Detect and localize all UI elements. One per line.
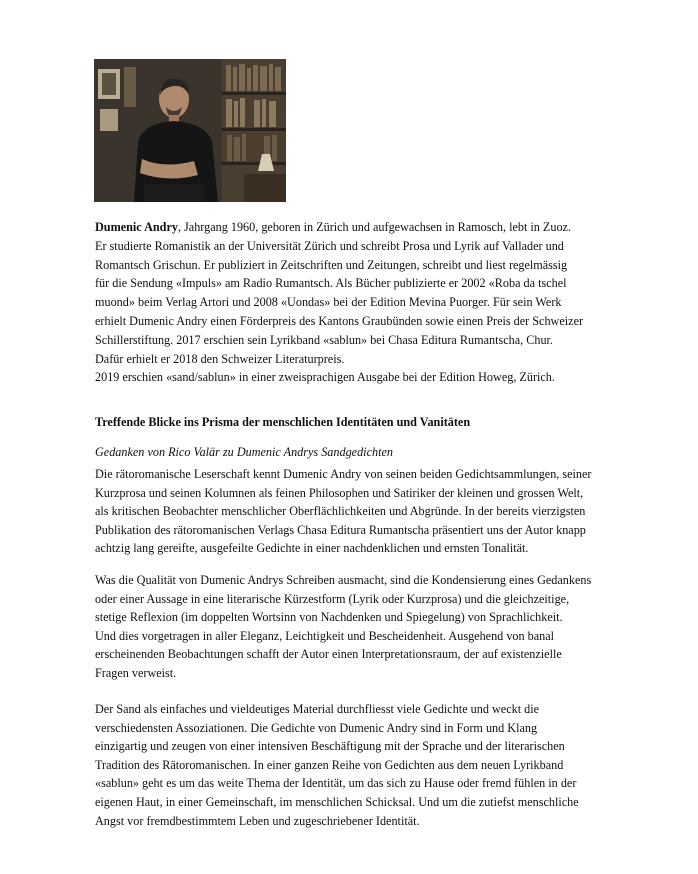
bio-line: Er studierte Romanistik an der Universität Zürich und schreibt Prosa und Lyrik auf Vallader und: [95, 238, 564, 253]
paragraph-line: verschiedensten Assoziationen. Die Gedichte von Dumenic Andry sind in Form und Klang: [95, 720, 538, 735]
bio-line: Schillerstiftung. 2017 erschien sein Lyrikband «sablun» bei Chasa Editura Rumantscha, Chur.: [95, 332, 553, 347]
bio-line-rest: , Jahrgang 1960, geboren in Zürich und aufgewachsen in Ramosch, lebt in Zuoz.: [177, 220, 572, 234]
author-name: Dumenic Andry: [95, 220, 178, 234]
paragraph-line: achtzig lang gereifte, ausgefeilte Gedichte in einer nachdenklichen und ernsten Tonalität.: [95, 541, 529, 556]
bio-line: erhielt Dumenic Andry einen Förderpreis des Kantons Graubünden sowie einen Preis der Schweizer: [95, 313, 584, 328]
paragraph: [95, 700, 640, 830]
bio-line: Dafür erhielt er 2018 den Schweizer Literaturpreis.: [95, 351, 345, 366]
paragraph-line: Kurzprosa und seinen Kolumnen als feinen Philosophen und Satiriker der kleinen und grossen Welt,: [95, 485, 584, 500]
paragraph: [95, 465, 640, 558]
paragraph-line: stetige Reflexion (im doppelten Wortsinn von Nachdenken und Spiegelung) von Sprachlichkeit.: [95, 610, 563, 625]
paragraph-line: Publikation des rätoromanischen Verlags Chasa Editura Rumantscha präsentiert uns der Autor knapp: [95, 522, 586, 537]
paragraph-line: Was die Qualität von Dumenic Andrys Schreiben ausmacht, sind die Kondensierung eines Gedankens: [95, 573, 592, 587]
paragraph-line: als kritischen Beobachter menschlicher Oberflächlichkeiten und Abgründe. In der bereits vierzigsten: [95, 504, 586, 519]
bio-line: für die Sendung «Impuls» am Radio Rumantsch. Als Bücher publizierte er 2002 «Roba da tschel: [95, 276, 567, 291]
article-subheading: Gedanken von Rico Valär zu Dumenic Andrys Sandgedichten: [95, 445, 393, 459]
paragraph-line: oder einer Aussage in eine literarische Kürzestform (Lyrik oder Kurzprosa) und die gleichzeitige,: [95, 591, 570, 606]
paragraph-line: «sablun» geht es um das weite Thema der Identität, um das sich zu Hause oder fremd fühlen in der: [95, 776, 577, 791]
bio-line: Romantsch Grischun. Er publiziert in Zeitschriften und Zeitungen, schreibt und liest regelmässig: [95, 257, 568, 272]
paragraph: [95, 571, 640, 683]
paragraph-line: Der Sand als einfaches und vieldeutiges Material durchfliesst viele Gedichte und weckt die: [95, 702, 540, 716]
paragraph-line: einzigartig und zeugen von einer intensiven Beschäftigung mit der Sprache und der literarischen: [95, 739, 565, 754]
paragraph-line: Angst vor fremdbestimmtem Leben und zugeschriebener Identität.: [95, 813, 420, 828]
bio-line: muond» beim Verlag Artori und 2008 «Uondas» bei der Edition Mevina Puorger. Für sein Werk: [95, 295, 562, 310]
paragraph-line: Fragen verweist.: [95, 665, 177, 680]
bio-line: 2019 erschien «sand/sablun» in einer zweisprachigen Ausgabe bei der Edition Howeg, Zürich.: [95, 370, 555, 385]
paragraph-line: Und dies vorgetragen in aller Eleganz, Leichtigkeit und Bescheidenheit. Ausgehend von banal: [95, 628, 555, 643]
paragraph-line: eigenen Haut, in einer Gemeinschaft, im menschlichen Schicksal. Und um die zutiefst menschliche: [95, 794, 579, 809]
author-bio: [95, 218, 635, 387]
bio-line: [95, 218, 635, 237]
paragraph-line: erscheinenden Beobachtungen schafft der Autor einen Interpretationsraum, der auf existenzielle: [95, 647, 562, 662]
paragraph-line: Die rätoromanische Leserschaft kennt Dumenic Andry von seinen beiden Gedichtsammlungen, seiner: [95, 467, 592, 481]
article-heading: Treffende Blicke ins Prisma der menschlichen Identitäten und Vanitäten: [95, 415, 471, 429]
author-photo: [94, 59, 286, 202]
paragraph-line: Tradition des Rätoromanischen. In einer ganzen Reihe von Gedichten aus dem neuen Lyrikband: [95, 757, 564, 772]
